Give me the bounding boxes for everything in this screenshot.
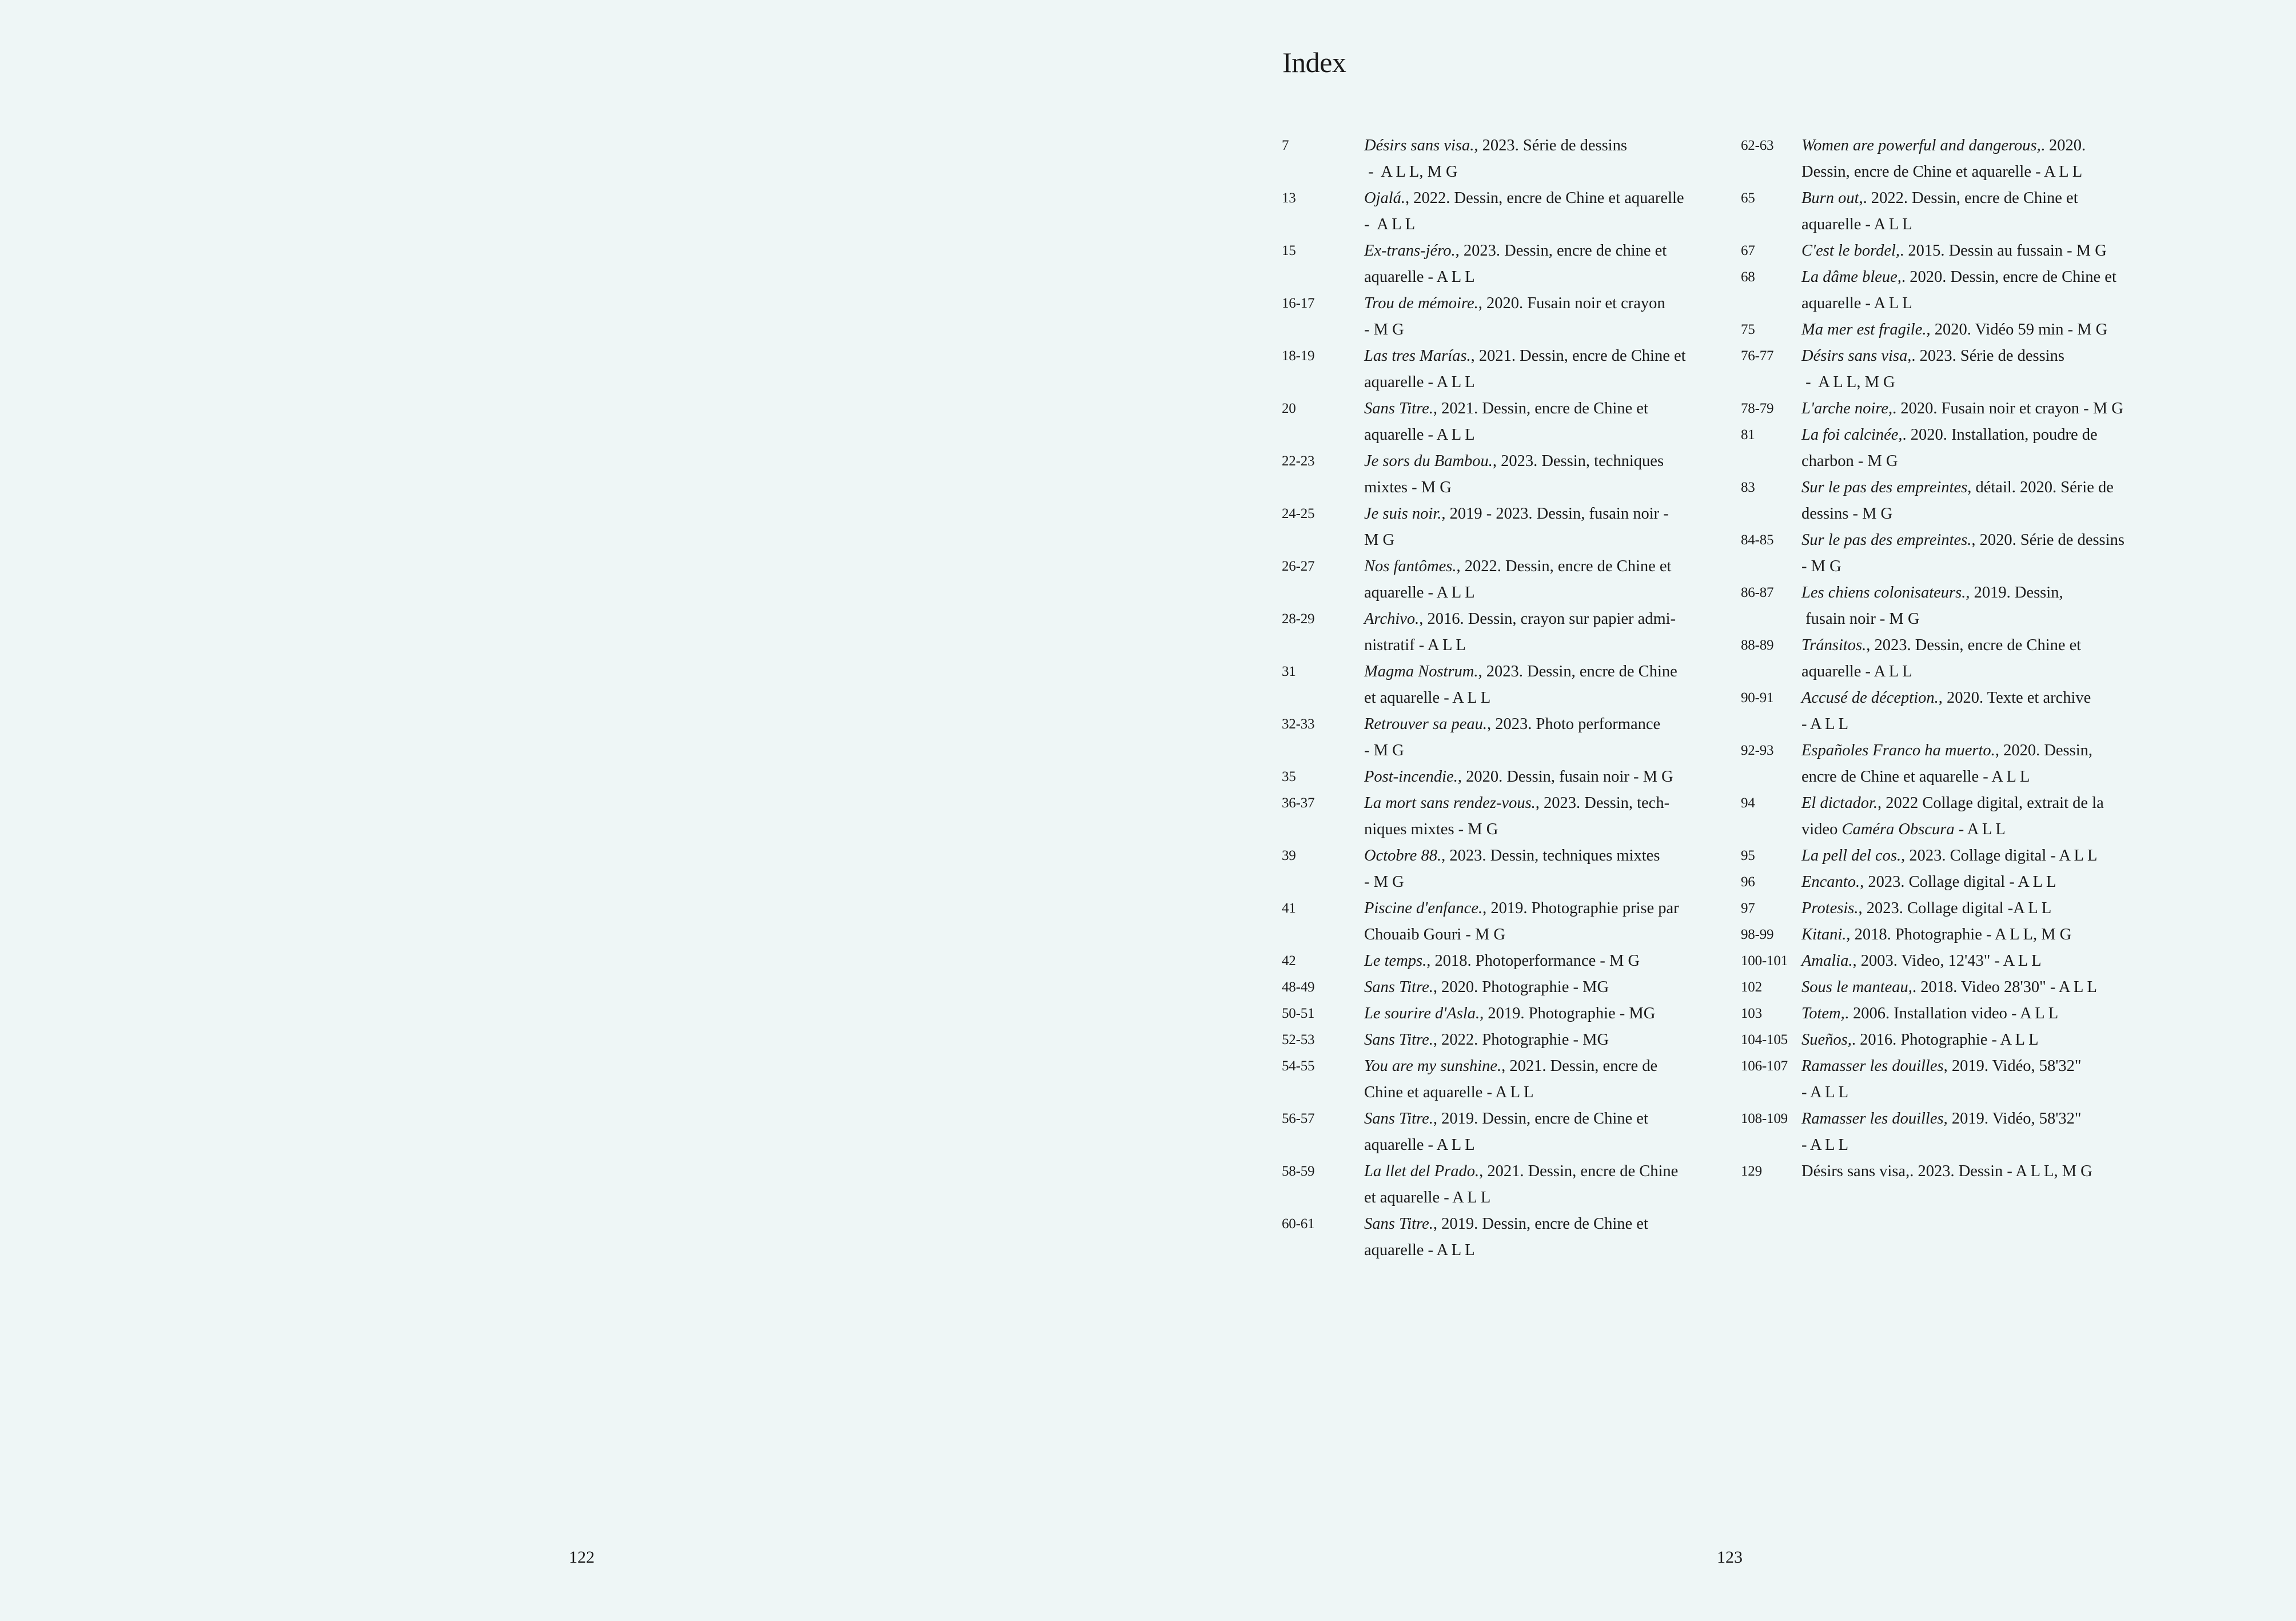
index-entry — [1282, 1001, 1751, 1027]
index-page-ref: 52-53 — [1282, 1032, 1315, 1048]
work-title: Magma Nostrum. — [1364, 663, 1478, 680]
work-title: Españoles Franco ha muerto. — [1801, 742, 1995, 759]
work-details: , 2021. Dessin, encre de Chine — [1479, 1162, 1679, 1180]
work-title: La mort sans rendez-vous. — [1364, 794, 1536, 812]
work-details: , 2021. Dessin, encre de Chine et — [1470, 347, 1686, 365]
index-page-ref: 96 — [1741, 874, 1755, 890]
work-details-continued: aquarelle - A L L — [1801, 216, 1912, 233]
index-description — [1801, 343, 2202, 396]
index-entry — [1741, 264, 2210, 317]
work-details-continued: - A L L — [1801, 1084, 1849, 1101]
index-description — [1801, 869, 2202, 895]
index-page-ref: 24-25 — [1282, 506, 1315, 521]
work-details: , 2022. Photographie - MG — [1433, 1031, 1609, 1049]
work-details-continued: aquarelle - A L L — [1364, 426, 1475, 444]
index-description — [1364, 764, 1730, 790]
index-description — [1364, 843, 1730, 895]
work-details: , 2019. Photographie prise par — [1482, 899, 1679, 917]
index-page-ref: 18-19 — [1282, 348, 1315, 364]
index-page-ref: 75 — [1741, 322, 1755, 337]
index-page-ref: 32-33 — [1282, 716, 1315, 732]
work-details-continued: - A L L — [1801, 715, 1849, 733]
index-entry — [1741, 974, 2210, 1001]
work-title: Sous le manteau, — [1801, 978, 1912, 996]
index-page-ref: 67 — [1741, 243, 1755, 258]
work-title: La dâme bleue, — [1801, 268, 1902, 286]
work-title: Encanto. — [1801, 873, 1860, 891]
work-title: Archivo. — [1364, 610, 1420, 628]
index-page-ref: 15 — [1282, 243, 1296, 258]
work-title: Las tres Marías. — [1364, 347, 1471, 365]
page-number-left: 122 — [569, 1548, 595, 1567]
index-page-ref: 60-61 — [1282, 1216, 1315, 1232]
index-entry — [1741, 317, 2210, 343]
work-details: , 2023. Dessin, techniques — [1492, 452, 1664, 470]
index-page-ref: 106-107 — [1741, 1058, 1788, 1074]
work-details-continued: - A L L, M G — [1801, 373, 1895, 391]
work-details: , 2023. Collage digital - A L L — [1860, 873, 2056, 891]
work-details: , 2022 Collage digital, extrait de la — [1878, 794, 2104, 812]
page-number-right: 123 — [1717, 1548, 1743, 1567]
index-entry — [1282, 238, 1751, 290]
work-details: , 2020. Photographie - MG — [1433, 978, 1609, 996]
index-page-ref: 7 — [1282, 138, 1289, 153]
work-details: , 2020. Vidéo 59 min - M G — [1926, 321, 2108, 338]
work-title: Ramasser les douilles — [1801, 1110, 1944, 1128]
index-page-ref: 98-99 — [1741, 927, 1774, 942]
work-details-continued: aquarelle - A L L — [1364, 1136, 1475, 1154]
index-description — [1801, 895, 2202, 922]
index-page-ref: 36-37 — [1282, 795, 1315, 811]
index-entry — [1741, 1053, 2210, 1106]
index-description — [1801, 1053, 2202, 1106]
work-title: Ma mer est fragile. — [1801, 321, 1927, 338]
work-title: Ex-trans-jéro. — [1364, 242, 1456, 260]
index-entry — [1741, 343, 2210, 396]
index-description — [1364, 396, 1730, 448]
index-entry — [1741, 396, 2210, 422]
index-description — [1801, 264, 2202, 317]
work-details: , détail. 2020. Série de — [1967, 479, 2114, 496]
work-details: , 2023. Collage digital - A L L — [1901, 847, 2098, 865]
index-page-ref: 81 — [1741, 427, 1755, 443]
work-details-continued: et aquarelle - A L L — [1364, 1189, 1491, 1206]
work-title: Retrouver sa peau. — [1364, 715, 1488, 733]
work-details: . 2015. Dessin au fussain - M G — [1900, 242, 2107, 260]
work-title: Désirs sans visa. — [1364, 137, 1474, 154]
work-title: Kitani. — [1801, 926, 1847, 943]
work-title: Sans Titre. — [1364, 978, 1433, 996]
work-title: Women are powerful and dangerous, — [1801, 137, 2041, 154]
index-description — [1364, 501, 1730, 553]
index-description — [1364, 1027, 1730, 1053]
index-description — [1801, 948, 2202, 974]
index-page-ref: 26-27 — [1282, 559, 1315, 574]
work-details: , 2019. Vidéo, 58'32" — [1943, 1110, 2082, 1128]
work-title: L'arche noire, — [1801, 400, 1893, 417]
index-page-ref: 97 — [1741, 901, 1755, 916]
work-details: , 2019. Vidéo, 58'32" — [1943, 1057, 2082, 1075]
page-title: Index — [1282, 46, 1346, 78]
work-details-continued: M G — [1364, 531, 1395, 549]
index-column-right — [1741, 133, 2210, 1185]
work-details: , 2022. Dessin, encre de Chine et aquarelle — [1405, 189, 1684, 207]
index-page-ref: 108-109 — [1741, 1111, 1788, 1126]
work-details: , 2019. Dessin, encre de Chine et — [1433, 1110, 1648, 1128]
work-details: . 2020. — [2040, 137, 2086, 154]
index-entry — [1741, 580, 2210, 632]
index-entry — [1741, 1001, 2210, 1027]
work-details: . 2023. Série de dessins — [1911, 347, 2064, 365]
work-details-continued: aquarelle - A L L — [1364, 268, 1475, 286]
work-details-continued: aquarelle - A L L — [1801, 663, 1912, 680]
work-title: Octobre 88. — [1364, 847, 1442, 865]
index-entry — [1741, 422, 2210, 475]
work-details-continued: video — [1801, 821, 1842, 838]
work-details: , 2021. Dessin, encre de Chine et — [1433, 400, 1648, 417]
work-title: Ojalá. — [1364, 189, 1406, 207]
work-details-continued: Chine et aquarelle - A L L — [1364, 1084, 1534, 1101]
work-title: El dictador. — [1801, 794, 1878, 812]
work-details: , 2020. Série de dessins — [1971, 531, 2124, 549]
work-details: , 2018. Photoperformance - M G — [1426, 952, 1640, 970]
index-description — [1364, 1053, 1730, 1106]
index-description — [1364, 1001, 1730, 1027]
index-description — [1364, 553, 1730, 606]
work-details-continued: - A L L, M G — [1364, 163, 1458, 181]
index-page-ref: 129 — [1741, 1164, 1762, 1179]
work-details: , 2019. Dessin, encre de Chine et — [1433, 1215, 1648, 1233]
index-entry — [1282, 659, 1751, 711]
index-entry — [1741, 1158, 2210, 1185]
index-page-ref: 102 — [1741, 979, 1762, 995]
index-page-ref: 54-55 — [1282, 1058, 1315, 1074]
index-description — [1801, 475, 2202, 527]
work-title: Ramasser les douilles — [1801, 1057, 1944, 1075]
index-description — [1364, 948, 1730, 974]
work-details: Désirs sans visa,. 2023. Dessin - A L L, M G — [1801, 1162, 2092, 1180]
index-description — [1364, 659, 1730, 711]
index-description — [1801, 422, 2202, 475]
work-title: Tránsitos. — [1801, 636, 1867, 654]
index-page-ref: 31 — [1282, 664, 1296, 679]
index-entry — [1282, 133, 1751, 185]
index-entry — [1282, 895, 1751, 948]
index-entry — [1282, 711, 1751, 764]
work-details: . 2022. Dessin, encre de Chine et — [1863, 189, 2078, 207]
index-page-ref: 62-63 — [1741, 138, 1774, 153]
index-page-ref: 90-91 — [1741, 690, 1774, 706]
index-description — [1364, 606, 1730, 659]
index-entry — [1282, 843, 1751, 895]
index-entry — [1282, 396, 1751, 448]
index-description — [1364, 974, 1730, 1001]
index-entry — [1741, 133, 2210, 185]
index-description — [1364, 238, 1730, 290]
work-details-continued: charbon - M G — [1801, 452, 1898, 470]
work-title: Totem, — [1801, 1005, 1845, 1022]
index-description — [1801, 396, 2202, 422]
index-description — [1364, 1158, 1730, 1211]
index-description — [1801, 922, 2202, 948]
index-page-ref: 20 — [1282, 401, 1296, 416]
work-title: Sur le pas des empreintes — [1801, 479, 1968, 496]
work-details: . 2020. Installation, poudre de — [1902, 426, 2098, 444]
index-page-ref: 95 — [1741, 848, 1755, 863]
work-title: Je suis noir. — [1364, 505, 1442, 523]
index-entry — [1282, 606, 1751, 659]
index-entry — [1741, 185, 2210, 238]
index-page-ref: 88-89 — [1741, 638, 1774, 653]
index-description — [1364, 290, 1730, 343]
index-description — [1801, 843, 2202, 869]
index-page-ref: 76-77 — [1741, 348, 1774, 364]
index-entry — [1741, 790, 2210, 843]
work-details: , 2023. Dessin, techniques mixtes — [1441, 847, 1660, 865]
index-description — [1364, 790, 1730, 843]
index-description — [1364, 448, 1730, 501]
work-details: , 2020. Fusain noir et crayon — [1478, 294, 1665, 312]
work-details-continued: Dessin, encre de Chine et aquarelle - A L L — [1801, 163, 2083, 181]
work-details: , 2023. Dessin, encre de chine et — [1455, 242, 1667, 260]
work-details-continued: encre de Chine et aquarelle - A L L — [1801, 768, 2030, 786]
work-title: Nos fantômes. — [1364, 557, 1457, 575]
work-details-continued: - M G — [1801, 557, 1841, 575]
index-page-ref: 56-57 — [1282, 1111, 1315, 1126]
work-details: , 2019. Photographie - MG — [1480, 1005, 1656, 1022]
work-title: Post-incendie. — [1364, 768, 1458, 786]
index-description — [1364, 1106, 1730, 1158]
work-details-continued: et aquarelle - A L L — [1364, 689, 1491, 707]
index-description — [1801, 527, 2202, 580]
work-title: Sans Titre. — [1364, 1110, 1433, 1128]
work-title: Sans Titre. — [1364, 400, 1433, 417]
index-entry — [1282, 290, 1751, 343]
index-entry — [1282, 764, 1751, 790]
index-description — [1801, 1158, 2202, 1185]
index-entry — [1282, 1158, 1751, 1211]
work-details-continued: dessins - M G — [1801, 505, 1893, 523]
work-details: , 2019 - 2023. Dessin, fusain noir - — [1441, 505, 1669, 523]
index-entry — [1741, 685, 2210, 738]
index-page-ref: 68 — [1741, 269, 1755, 285]
work-details: . 2020. Dessin, encre de Chine et — [1901, 268, 2116, 286]
index-page-ref: 104-105 — [1741, 1032, 1788, 1048]
index-entry — [1282, 553, 1751, 606]
index-column-left — [1282, 133, 1751, 1264]
work-title: Piscine d'enfance. — [1364, 899, 1483, 917]
work-details: , 2020. Dessin, fusain noir - M G — [1457, 768, 1673, 786]
index-page-ref: 13 — [1282, 190, 1296, 206]
work-title: Les chiens colonisateurs. — [1801, 584, 1966, 602]
work-title: You are my sunshine. — [1364, 1057, 1502, 1075]
work-details: . 2020. Fusain noir et crayon - M G — [1892, 400, 2123, 417]
work-title: Sur le pas des empreintes. — [1801, 531, 1972, 549]
work-title: Sans Titre. — [1364, 1215, 1433, 1233]
work-details: , 2018. Photographie - A L L, M G — [1846, 926, 2072, 943]
work-title: Amalia. — [1801, 952, 1853, 970]
index-description — [1801, 1027, 2202, 1053]
index-page-ref: 65 — [1741, 190, 1755, 206]
work-details: , 2016. Dessin, crayon sur papier admi- — [1419, 610, 1676, 628]
index-page-ref: 41 — [1282, 901, 1296, 916]
index-entry — [1741, 895, 2210, 922]
work-details: . 2006. Installation video - A L L — [1844, 1005, 2059, 1022]
index-entry — [1282, 343, 1751, 396]
index-description — [1801, 238, 2202, 264]
index-entry — [1741, 475, 2210, 527]
work-details-continued: - A L L — [1801, 1136, 1849, 1154]
index-description — [1801, 685, 2202, 738]
work-details-continued: - M G — [1364, 742, 1404, 759]
index-entry — [1282, 974, 1751, 1001]
work-title: Protesis. — [1801, 899, 1859, 917]
work-details-continued: - M G — [1364, 873, 1404, 891]
index-page-ref: 92-93 — [1741, 743, 1774, 758]
index-entry — [1741, 948, 2210, 974]
index-entry — [1282, 1211, 1751, 1264]
index-page-ref: 86-87 — [1741, 585, 1774, 600]
index-page-ref: 50-51 — [1282, 1006, 1315, 1021]
index-entry — [1741, 632, 2210, 685]
work-details: , 2023. Dessin, tech- — [1535, 794, 1670, 812]
index-description — [1364, 711, 1730, 764]
work-title: Désirs sans visa, — [1801, 347, 1912, 365]
work-details: , 2003. Video, 12'43" - A L L — [1852, 952, 2042, 970]
index-description — [1801, 1106, 2202, 1158]
work-details: . 2016. Photographie - A L L — [1851, 1031, 2039, 1049]
index-entry — [1741, 1106, 2210, 1158]
work-details: , 2023. Photo performance — [1487, 715, 1661, 733]
work-title: Accusé de déception. — [1801, 689, 1939, 707]
index-description — [1801, 317, 2202, 343]
index-description — [1364, 185, 1730, 238]
index-page-ref: 83 — [1741, 480, 1755, 495]
index-page-ref: 42 — [1282, 953, 1296, 969]
work-title: Burn out, — [1801, 189, 1863, 207]
work-details: , 2021. Dessin, encre de — [1501, 1057, 1658, 1075]
index-page-ref: 22-23 — [1282, 453, 1315, 469]
work-title: La foi calcinée, — [1801, 426, 1903, 444]
work-details-continued: nistratif - A L L — [1364, 636, 1466, 654]
work-title: Trou de mémoire. — [1364, 294, 1478, 312]
work-title-inline: Caméra Obscura — [1841, 821, 1955, 838]
index-entry — [1282, 448, 1751, 501]
work-details-continued: - A L L — [1364, 216, 1416, 233]
work-details: , 2023. Dessin, encre de Chine — [1478, 663, 1677, 680]
index-description — [1364, 343, 1730, 396]
work-details-continued: - A L L — [1954, 821, 2006, 838]
index-description — [1364, 133, 1730, 185]
index-entry — [1282, 1053, 1751, 1106]
index-entry — [1282, 1106, 1751, 1158]
work-title: Je sors du Bambou. — [1364, 452, 1493, 470]
work-title: Le sourire d'Asla. — [1364, 1005, 1480, 1022]
index-page-ref: 16-17 — [1282, 296, 1315, 311]
index-entry — [1741, 238, 2210, 264]
index-page-ref: 100-101 — [1741, 953, 1788, 969]
index-entry — [1282, 790, 1751, 843]
work-details: . 2018. Video 28'30" - A L L — [1912, 978, 2097, 996]
index-entry — [1741, 527, 2210, 580]
index-page-ref: 39 — [1282, 848, 1296, 863]
work-details-continued: fusain noir - M G — [1801, 610, 1920, 628]
index-entry — [1282, 185, 1751, 238]
index-entry — [1282, 1027, 1751, 1053]
work-details-continued: aquarelle - A L L — [1801, 294, 1912, 312]
index-page-ref: 35 — [1282, 769, 1296, 784]
index-description — [1801, 738, 2202, 790]
work-title: Le temps. — [1364, 952, 1427, 970]
work-details-continued: Chouaib Gouri - M G — [1364, 926, 1505, 943]
work-title: C'est le bordel, — [1801, 242, 1900, 260]
work-details-continued: aquarelle - A L L — [1364, 584, 1475, 602]
work-details: , 2023. Dessin, encre de Chine et — [1866, 636, 2082, 654]
index-description — [1801, 133, 2202, 185]
index-description — [1801, 790, 2202, 843]
work-title: Sueños, — [1801, 1031, 1852, 1049]
index-page-ref: 48-49 — [1282, 979, 1315, 995]
work-details-continued: niques mixtes - M G — [1364, 821, 1498, 838]
index-page-ref: 84-85 — [1741, 532, 1774, 548]
work-title: La llet del Prado. — [1364, 1162, 1480, 1180]
work-details: , 2020. Dessin, — [1995, 742, 2093, 759]
work-details-continued: mixtes - M G — [1364, 479, 1452, 496]
index-description — [1801, 1001, 2202, 1027]
index-description — [1801, 632, 2202, 685]
index-page-ref: 28-29 — [1282, 611, 1315, 627]
index-entry — [1282, 501, 1751, 553]
index-entry — [1741, 922, 2210, 948]
work-details-continued: aquarelle - A L L — [1364, 1241, 1475, 1259]
index-description — [1364, 895, 1730, 948]
index-entry — [1741, 869, 2210, 895]
index-entry — [1741, 843, 2210, 869]
work-title: Sans Titre. — [1364, 1031, 1433, 1049]
index-page-ref: 94 — [1741, 795, 1755, 811]
work-title: La pell del cos. — [1801, 847, 1902, 865]
work-details-continued: aquarelle - A L L — [1364, 373, 1475, 391]
index-entry — [1741, 738, 2210, 790]
index-description — [1801, 580, 2202, 632]
index-page-ref: 58-59 — [1282, 1164, 1315, 1179]
index-entry — [1741, 1027, 2210, 1053]
index-description — [1364, 1211, 1730, 1264]
work-details-continued: - M G — [1364, 321, 1404, 338]
work-details: , 2019. Dessin, — [1966, 584, 2063, 602]
index-description — [1801, 974, 2202, 1001]
work-details: , 2023. Collage digital -A L L — [1858, 899, 2052, 917]
work-details: , 2023. Série de dessins — [1474, 137, 1627, 154]
index-description — [1801, 185, 2202, 238]
index-page-ref: 78-79 — [1741, 401, 1774, 416]
work-details: , 2020. Texte et archive — [1938, 689, 2091, 707]
index-entry — [1282, 948, 1751, 974]
work-details: , 2022. Dessin, encre de Chine et — [1456, 557, 1672, 575]
index-page-ref: 103 — [1741, 1006, 1762, 1021]
